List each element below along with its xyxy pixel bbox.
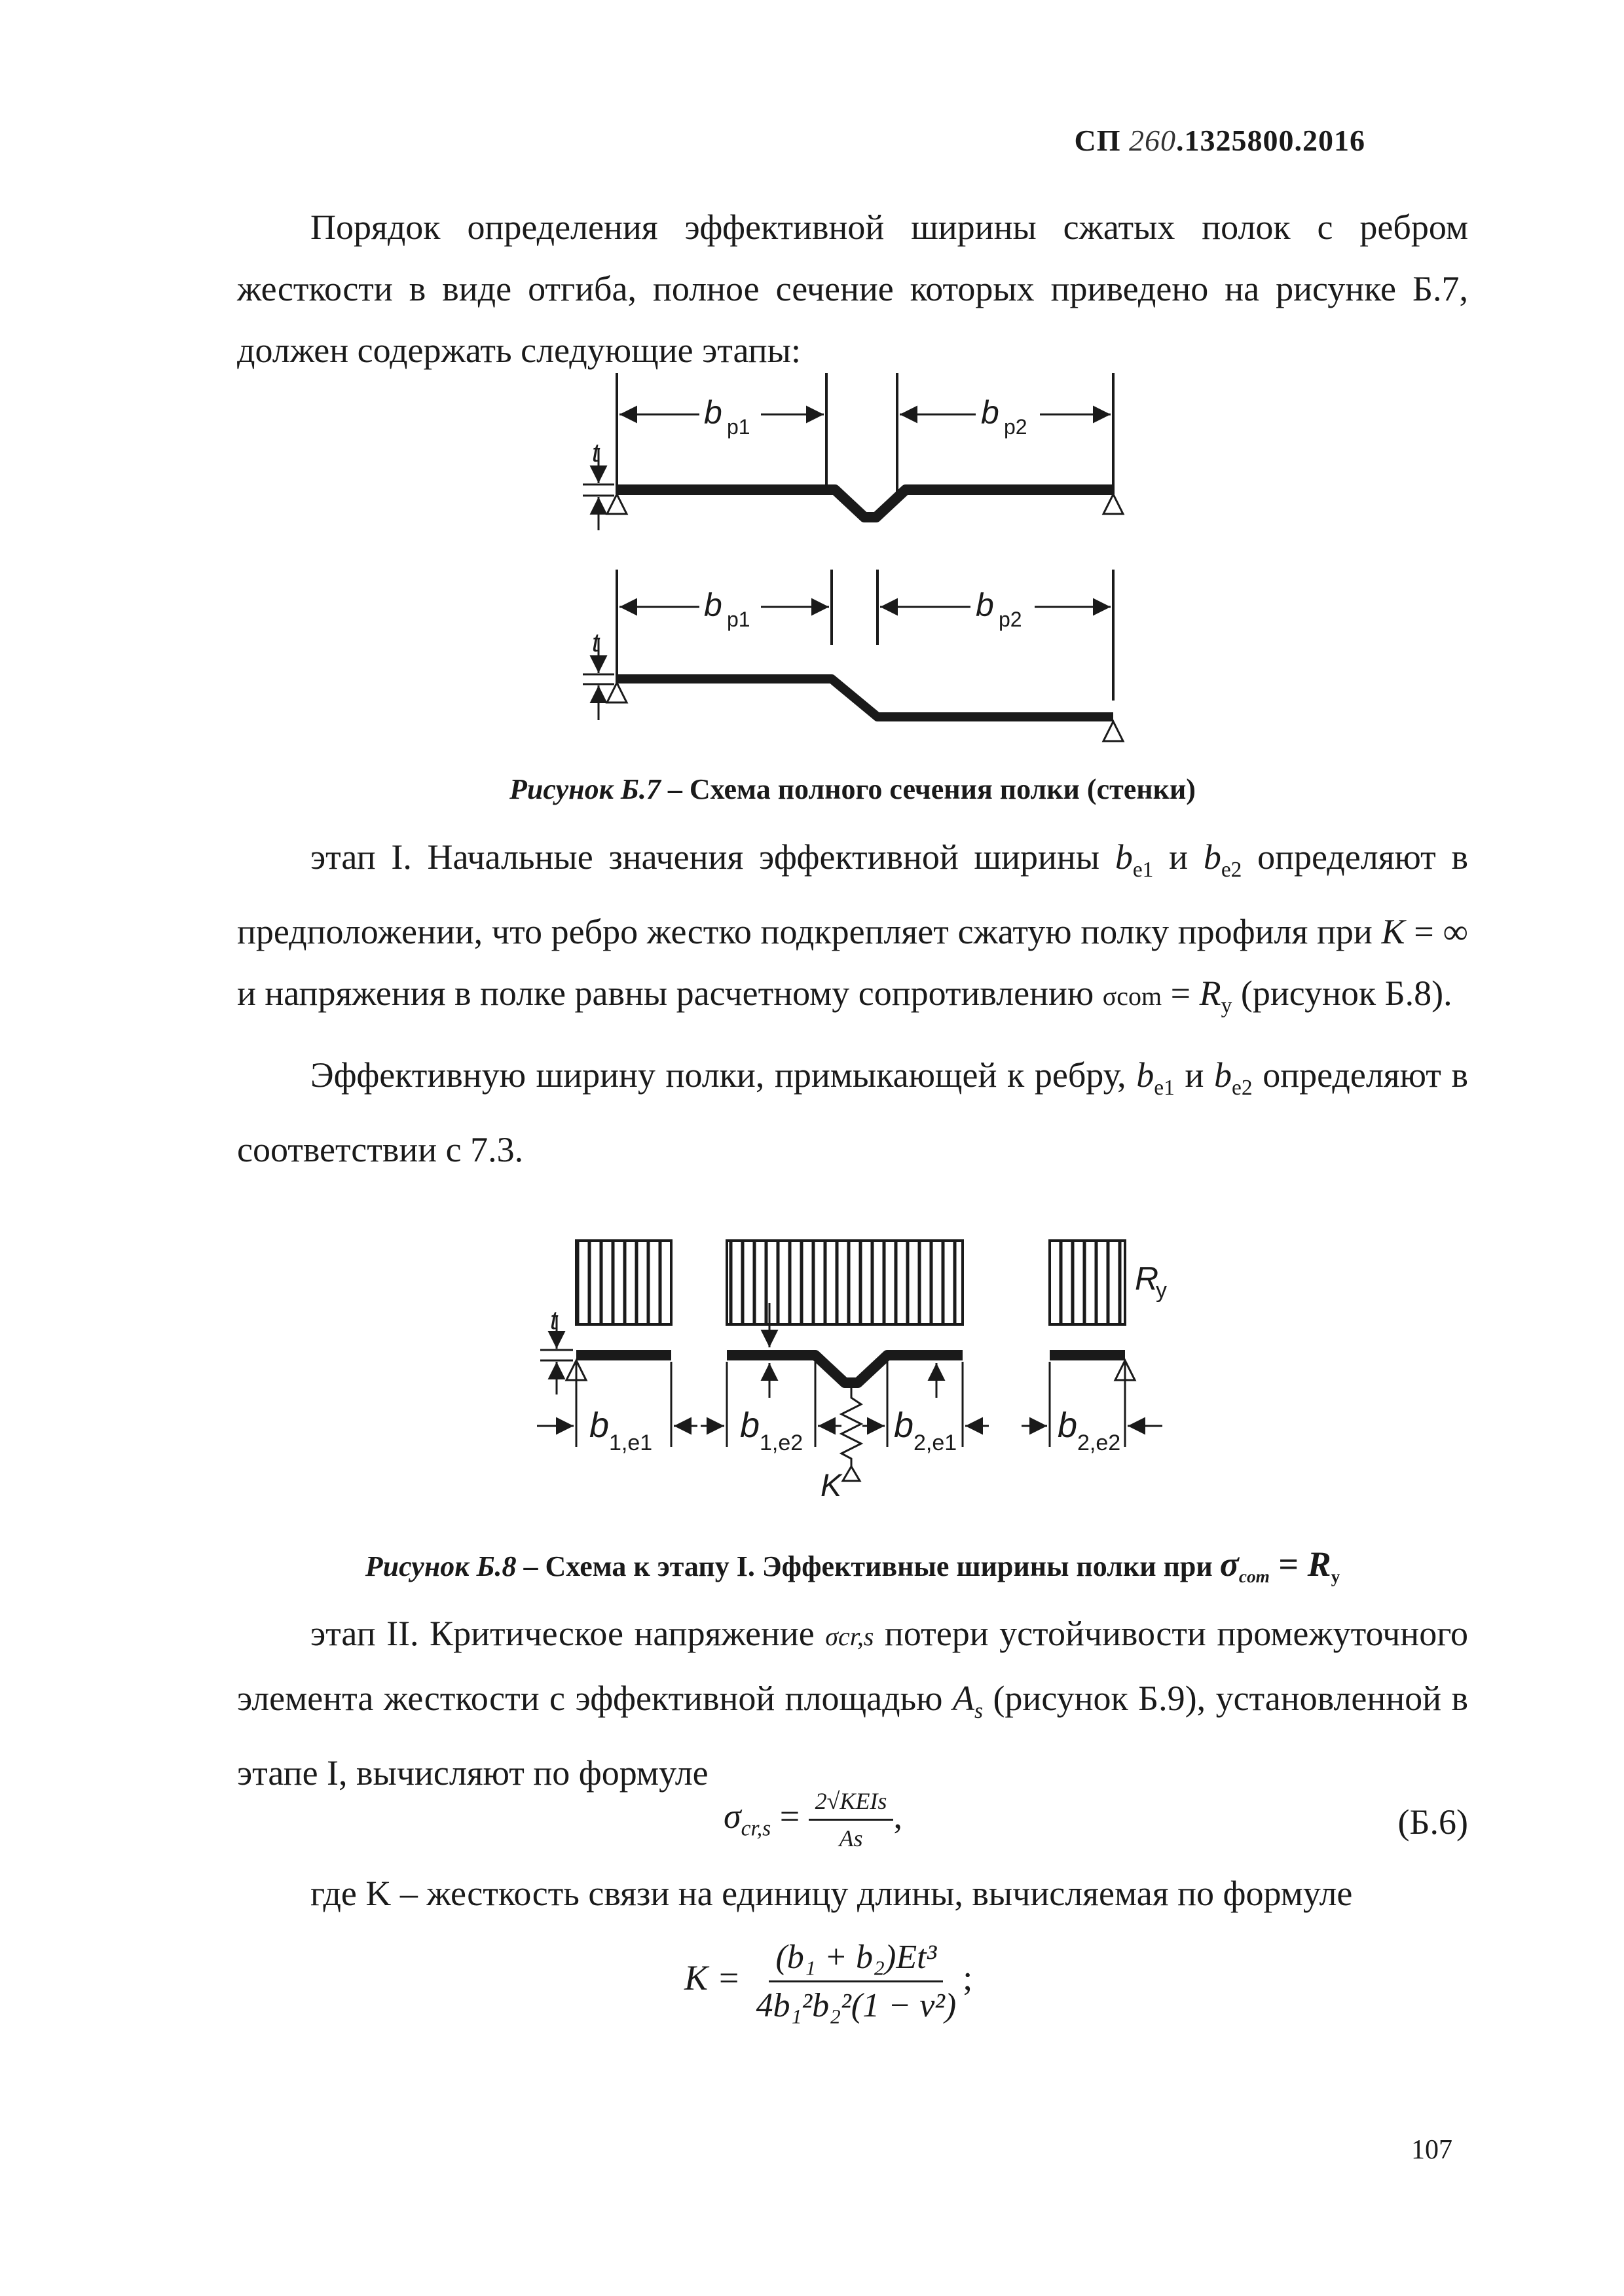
k-label: K (821, 1468, 842, 1503)
svg-text:p2: p2 (999, 608, 1022, 631)
figure-b7 (544, 370, 1159, 750)
svg-text:p2: p2 (1004, 415, 1027, 439)
svg-text:1,e2: 1,e2 (760, 1430, 803, 1455)
paragraph-stage-2: этап II. Критическое напряжение σcr,s потери устойчивости промежуточного элемента жесткости с эффективной площадью $A_s$ (рисунок Б.9), установленной в этапе I, вычисляют по формуле (237, 1614, 1468, 1793)
b1e1-label: b (589, 1406, 610, 1445)
handwritten-number: 260 (1129, 124, 1176, 157)
svg-text:t: t (550, 1306, 558, 1335)
paragraph-stage-1: этап I. Начальные значения эффективной ширины $b_{e1}$ и $b_{e2}$ определяют в предположении, что ребро жестко подкрепляет сжатую полку профиля при K = ∞ и напряжения в полке равны расчетному сопротивлению $\sigma com = R_y$ (рисунок Б.8). (237, 837, 1469, 1018)
paragraph-stage-1-width: Эффективную ширину полки, примыкающей к ребру, $b_{e1}$ и $b_{e2}$ определяют в соответствии с 7.3. (237, 1055, 1468, 1169)
formula-b6-number: (Б.6) (1397, 1802, 1468, 1842)
document-code: СП 260.1325800.2016 (1074, 124, 1365, 157)
t-label: t (592, 439, 600, 467)
b-p2-label: b (981, 394, 999, 431)
svg-text:y: y (1156, 1278, 1167, 1303)
figure-b7-caption: Рисунок Б.7 – Схема полного сечения полки (стенки) (509, 773, 1196, 805)
svg-text:1,e1: 1,e1 (609, 1430, 653, 1455)
b1e2-label: b (740, 1406, 760, 1445)
figure-b8-caption: Рисунок Б.8 – Схема к этапу I. Эффективные ширины полки при $\sigma_{com} = R_y$ (365, 1544, 1340, 1586)
paragraph-intro: Порядок определения эффективной ширины сжатых полок с ребром жесткости в виде отгиба, полное сечение которых приведено на рисунке Б.7, должен содержать следующие этапы: (237, 208, 1468, 370)
svg-text:p1: p1 (727, 608, 750, 631)
svg-text:2,e2: 2,e2 (1077, 1430, 1121, 1455)
svg-text:b: b (704, 587, 722, 623)
b2e1-label: b (894, 1406, 914, 1445)
svg-text:b: b (976, 587, 994, 623)
svg-text:2,e1: 2,e1 (913, 1430, 957, 1455)
paragraph-where: где K – жесткость связи на единицу длины, вычисляемая по формуле (310, 1874, 1353, 1913)
formula-b6: $\sigma_{cr,s}$ = $\frac{\text{2√KEIs}}{As}$ , (724, 1788, 902, 1851)
ry-label: R (1135, 1260, 1159, 1297)
page-number: 107 (1411, 2135, 1452, 2165)
figure-b8 (501, 1231, 1208, 1519)
svg-text:t: t (592, 629, 600, 657)
formula-k: K = $\frac{\text{(b₁ + b₂)Et³}}{\text{4b₁²b₂²(1 − ν²)}}$ ; (684, 1939, 973, 2024)
b-p1-label: b (704, 394, 722, 431)
svg-text:p1: p1 (727, 415, 750, 439)
b2e2-label: b (1058, 1406, 1078, 1445)
